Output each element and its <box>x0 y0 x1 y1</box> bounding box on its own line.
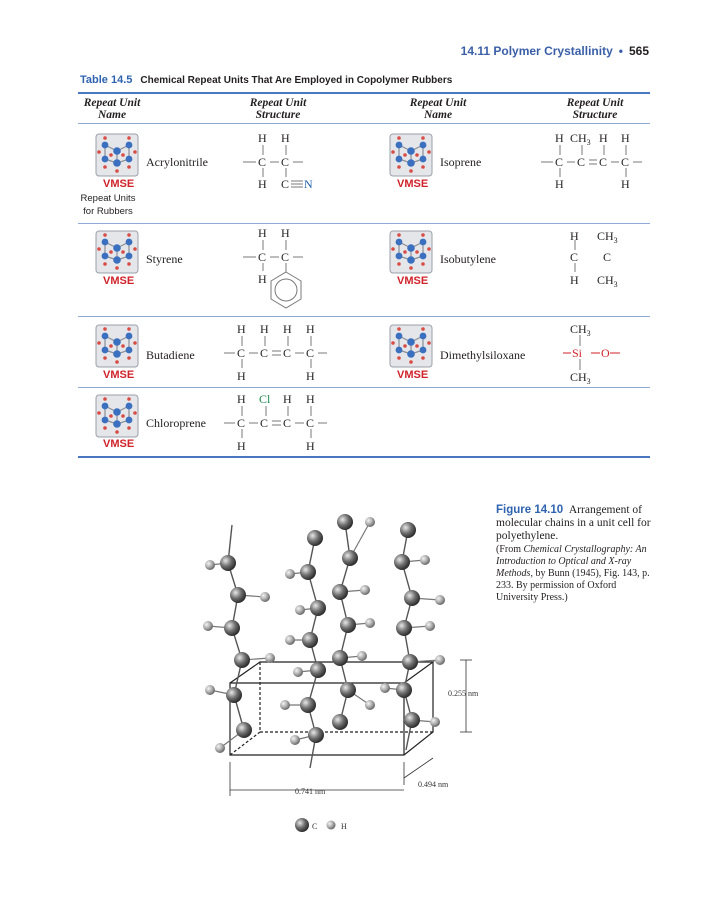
atom-cl: Cl <box>259 392 271 406</box>
atom-h: H <box>306 322 315 336</box>
atom-h: H <box>621 177 630 191</box>
ch-text: CH <box>570 322 587 336</box>
structure-butadiene <box>224 322 327 383</box>
unit-name-butadiene: Butadiene <box>146 348 195 362</box>
ch-text: CH <box>570 370 587 384</box>
carbon-atoms <box>220 514 420 743</box>
margin-note-line: Repeat Units <box>80 193 136 204</box>
atom-h: H <box>570 229 579 243</box>
subscript-3: 3 <box>586 377 591 386</box>
atom-h: H <box>599 131 608 145</box>
figure-credit <box>496 544 658 604</box>
atom-h: H <box>555 177 564 191</box>
atom-c: C <box>570 250 579 264</box>
group-ch3 <box>570 131 591 147</box>
credit-prefix: (From <box>496 544 524 555</box>
dimension-b-label: 0.494 nm <box>418 780 449 789</box>
unit-name-chloroprene: Chloroprene <box>146 416 206 430</box>
atom-c: C <box>260 346 269 360</box>
figure-caption-text: Arrangement of molecular chains in a unit cell for polyethylene. <box>496 504 651 542</box>
subscript-3: 3 <box>613 236 618 245</box>
structure-isobutylene <box>570 229 618 289</box>
atom-h: H <box>283 392 292 406</box>
header-text: Structure <box>572 109 618 121</box>
atom-c: C <box>281 155 290 169</box>
header-text: Repeat Unit <box>566 97 624 109</box>
atom-h: H <box>237 322 246 336</box>
atom-c: C <box>555 155 564 169</box>
atom-c: C <box>237 346 246 360</box>
atom-h: H <box>281 131 290 145</box>
atom-h: H <box>258 226 267 240</box>
header-text: Repeat Unit <box>249 97 307 109</box>
legend-carbon-label: C <box>312 822 318 831</box>
atom-c: C <box>281 250 290 264</box>
atom-h: H <box>237 369 246 383</box>
unit-name-isoprene: Isoprene <box>440 155 482 169</box>
group-ch3 <box>570 370 591 386</box>
structure-acrylonitrile <box>243 131 313 191</box>
atom-h: H <box>621 131 630 145</box>
vmse-link[interactable]: VMSE <box>103 438 135 450</box>
group-ch3 <box>597 229 618 245</box>
unit-name-isobutylene: Isobutylene <box>440 252 496 266</box>
polyethylene-unit-cell-figure <box>190 500 490 840</box>
header-text: Name <box>97 109 127 121</box>
structure-styrene <box>243 226 303 308</box>
atom-h: H <box>237 392 246 406</box>
atom-c: C <box>237 416 246 430</box>
structure-dimethylsiloxane <box>563 322 620 386</box>
atom-c: C <box>260 416 269 430</box>
unit-name-styrene: Styrene <box>146 252 183 266</box>
credit-book-title: Chemical Crystallography: An Introduction to Optical and X-ray Methods, <box>496 544 647 579</box>
vmse-link[interactable]: VMSE <box>397 275 429 287</box>
table-number: Table 14.5 <box>80 74 133 86</box>
atom-c: C <box>621 155 630 169</box>
atom-h: H <box>306 439 315 453</box>
subscript-3: 3 <box>586 329 591 338</box>
atom-h: H <box>306 392 315 406</box>
legend-hydrogen-label: H <box>341 822 347 831</box>
ch-text: CH <box>570 131 587 145</box>
atom-c: C <box>306 416 315 430</box>
ch-text: CH <box>597 229 614 243</box>
legend-hydrogen-swatch <box>327 821 336 830</box>
dimension-lines <box>230 660 472 796</box>
atom-h: H <box>281 226 290 240</box>
atom-h: H <box>306 369 315 383</box>
structure-chloroprene <box>224 392 327 453</box>
margin-note-line: for Rubbers <box>83 206 133 217</box>
atom-h: H <box>555 131 564 145</box>
vmse-link[interactable]: VMSE <box>397 369 429 381</box>
atom-c: C <box>603 250 612 264</box>
table-title: Chemical Repeat Units That Are Employed in Copolymer Rubbers <box>140 75 453 86</box>
atom-c: C <box>258 250 267 264</box>
vmse-link[interactable]: VMSE <box>103 275 135 287</box>
vmse-link[interactable]: VMSE <box>103 178 135 190</box>
atom-n: N <box>304 177 313 191</box>
subscript-3: 3 <box>613 280 618 289</box>
atom-h: H <box>260 322 269 336</box>
vmse-link[interactable]: VMSE <box>397 178 429 190</box>
atom-o: O <box>601 346 610 360</box>
atom-h: H <box>258 177 267 191</box>
figure-caption <box>496 504 658 604</box>
header-text: Structure <box>255 109 301 121</box>
atom-c: C <box>599 155 608 169</box>
atom-c: C <box>577 155 586 169</box>
header-text: Repeat Unit <box>83 97 141 109</box>
separator-bullet: • <box>618 44 623 58</box>
page-number: 565 <box>628 44 649 58</box>
legend-carbon-swatch <box>295 818 309 832</box>
dimension-a-label: 0.741 nm <box>295 787 326 796</box>
atom-h: H <box>237 439 246 453</box>
group-ch3 <box>597 273 618 289</box>
figure-number: Figure 14.10 <box>496 504 564 516</box>
atom-c: C <box>283 346 292 360</box>
unit-name-dimethylsiloxane: Dimethylsiloxane <box>440 348 526 362</box>
atom-c: C <box>306 346 315 360</box>
unit-cell-box <box>230 662 433 755</box>
atom-si: Si <box>572 346 583 360</box>
atom-h: H <box>283 322 292 336</box>
credit-suffix: by Bunn (1945), Fig. 143, p. 233. By permission of Oxford University Press.) <box>496 568 650 603</box>
unit-name-acrylonitrile: Acrylonitrile <box>146 155 208 169</box>
section-title: 14.11 Polymer Crystallinity <box>460 44 613 58</box>
atom-c: C <box>283 416 292 430</box>
structure-isoprene <box>541 131 642 191</box>
header-text: Name <box>423 109 453 121</box>
atom-h: H <box>570 273 579 287</box>
atom-h: H <box>258 272 267 286</box>
atom-h: H <box>258 131 267 145</box>
header-text: Repeat Unit <box>409 97 467 109</box>
group-ch3 <box>570 322 591 338</box>
atom-c: C <box>281 177 290 191</box>
atom-c: C <box>258 155 267 169</box>
ch-text: CH <box>597 273 614 287</box>
subscript-3: 3 <box>586 138 591 147</box>
vmse-link[interactable]: VMSE <box>103 369 135 381</box>
dimension-c-label: 0.255 nm <box>448 689 479 698</box>
